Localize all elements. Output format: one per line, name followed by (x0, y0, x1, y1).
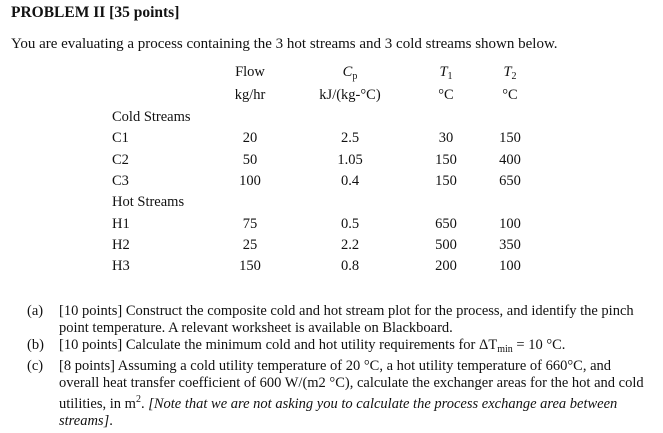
question-list (27, 303, 652, 429)
question-label: (a) (27, 303, 44, 319)
problem-title: PROBLEM II [35 points] (11, 4, 180, 21)
stream-flow: 75 (242, 216, 258, 232)
stream-cp: 1.05 (337, 152, 363, 168)
stream-t1: 200 (435, 258, 457, 274)
header-t1-symbol: T (439, 64, 448, 80)
question-note: [Note that we are not asking you to calculate the process exchange area between streams] (59, 395, 618, 429)
stream-name: H2 (112, 237, 130, 253)
stream-cp: 2.5 (340, 130, 360, 146)
question-text: [10 points] Construct the composite cold and hot stream plot for the process, and identify the pinch point temperature. A relevant worksheet is available on Blackboard. (59, 303, 634, 336)
stream-name: C2 (112, 152, 129, 168)
stream-t2: 100 (499, 216, 521, 232)
stream-flow: 100 (239, 173, 261, 189)
stream-t1: 150 (435, 152, 457, 168)
stream-t1: 650 (435, 216, 457, 232)
stream-t1: 150 (435, 173, 457, 189)
stream-t2: 150 (499, 130, 521, 146)
hot-streams-heading: Hot Streams (112, 194, 185, 210)
question-label: (b) (27, 336, 44, 353)
stream-cp: 2.2 (340, 237, 360, 253)
stream-flow: 25 (242, 237, 258, 253)
question-text-main: [10 points] Calculate the minimum cold and hot utility requirements for ΔT (59, 336, 498, 353)
header-t1-subscript: 1 (447, 71, 453, 82)
question-text (59, 337, 652, 359)
question-text-mid: . (140, 395, 149, 412)
header-t2-unit: °C (502, 87, 518, 103)
stream-cp: 0.4 (340, 173, 360, 189)
question-a (27, 303, 652, 337)
area-unit-superscript: 2 (135, 393, 141, 405)
stream-name: H1 (112, 216, 130, 232)
question-text-end: = 10 °C. (512, 336, 566, 353)
stream-t2: 100 (499, 258, 521, 274)
stream-t2: 350 (499, 237, 521, 253)
header-t2-symbol: T (503, 64, 512, 80)
question-label: (c) (27, 358, 44, 375)
header-flow-unit: kg/hr (234, 87, 266, 103)
stream-cp: 0.5 (340, 216, 360, 232)
header-t1-unit: °C (438, 87, 454, 103)
stream-flow: 50 (242, 152, 258, 168)
stream-flow: 20 (242, 130, 258, 146)
stream-name: C1 (112, 130, 129, 146)
stream-name: H3 (112, 258, 130, 274)
stream-name: C3 (112, 173, 129, 189)
header-t2-subscript: 2 (511, 71, 517, 82)
header-cp-unit: kJ/(kg-°C) (319, 87, 381, 103)
stream-t1: 500 (435, 237, 457, 253)
cold-streams-heading: Cold Streams (112, 109, 191, 125)
header-cp-symbol: C (342, 64, 353, 80)
stream-flow: 150 (239, 258, 261, 274)
question-text-end: . (109, 412, 113, 429)
delta-t-subscript: min (497, 343, 513, 355)
stream-t2: 400 (499, 152, 521, 168)
question-text-main: [8 points] Assuming a cold utility temperature of 20 °C, a hot utility temperature of 660°C, and overall heat transfer coefficient of 600 W/(m2 °C), calculate the exchanger areas for the hot and cold utilities, in m (59, 358, 644, 412)
question-c (27, 358, 652, 429)
question-text (59, 358, 652, 429)
problem-intro: You are evaluating a process containing the 3 hot streams and 3 cold streams shown below. (11, 36, 558, 52)
header-t2 (485, 64, 535, 82)
stream-t1: 30 (438, 130, 454, 146)
stream-t2: 650 (499, 173, 521, 189)
header-cp (300, 64, 400, 82)
header-flow: Flow (235, 64, 265, 80)
header-t1 (423, 64, 469, 82)
stream-cp: 0.8 (340, 258, 360, 274)
header-cp-subscript: p (352, 71, 358, 82)
question-b (27, 337, 652, 359)
